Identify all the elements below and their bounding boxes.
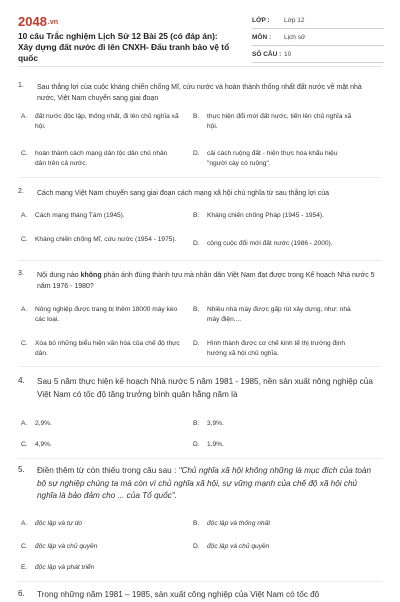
meta-table — [252, 12, 384, 63]
option-text: Kháng chiến chống Pháp (1945 - 1954). — [207, 212, 324, 219]
option-letter: B. — [193, 113, 200, 120]
stem-quote: "Chủ nghĩa xã hội không những là mục đích của toàn bộ sự nghiệp chúng ta mà còn vì chủ nghĩa xã hội, sự vững mạnh của chế độ xã hội chủ nghĩa là bảo đảm cho ... của Tổ quốc". — [37, 466, 372, 500]
stem-part: Điền thêm từ còn thiếu trong câu sau : — [37, 466, 179, 475]
question-divider — [18, 581, 382, 582]
question-number: 6. — [18, 589, 25, 598]
option-text: Cách mạng tháng Tám (1945). — [35, 212, 125, 219]
question-number: 5. — [18, 465, 25, 474]
option-text: 3,9%. — [207, 420, 224, 427]
meta-value: Lịch sử — [284, 34, 306, 41]
option-letter: C. — [21, 150, 28, 157]
meta-value: 10 — [284, 51, 292, 58]
option-text: Nhiều nhà máy được gấp rút xây dựng, như: nhà máy điện.... — [207, 306, 351, 323]
option-text: Nông nghiệp được trang bị thêm 18000 máy kéo các loại. — [35, 306, 178, 323]
question-number: 2. — [18, 188, 24, 195]
question-stem: Cách mạng Việt Nam chuyển sang giai đoạn cách mạng xã hội chủ nghĩa từ sau thắng lợi của — [37, 190, 330, 197]
option-letter: B. — [193, 420, 200, 427]
logo-suffix: .vn — [47, 19, 59, 27]
option-letter: E. — [21, 564, 28, 571]
option-letter: D. — [193, 240, 200, 247]
meta-key: MÔN : — [252, 34, 272, 41]
header-divider — [18, 66, 382, 67]
option-letter: C. — [21, 236, 28, 243]
meta-row-count — [252, 46, 384, 63]
question-stem: Sau 5 năm thực hiện kế hoạch Nhà nước 5 năm 1981 - 1985, nền sản xuất nông nghiệp của Việt Nam có tốc độ tăng trưởng bình quân hằng năm là — [37, 377, 373, 399]
stem-part: Nội dung nào — [37, 272, 81, 279]
option-letter: A. — [21, 113, 28, 120]
option-text: độc lập và tự do — [35, 520, 83, 527]
site-logo[interactable] — [18, 14, 58, 29]
option-text: độc lập và chủ quyền — [207, 543, 270, 550]
option-letter: C. — [21, 441, 28, 448]
question-divider — [18, 458, 382, 459]
meta-key: SỐ CÂU : — [252, 51, 282, 58]
option-letter: D. — [193, 543, 200, 550]
option-letter: D. — [193, 441, 200, 448]
option-text: Hình thành được cơ chế kinh tế thị trường định hướng xã hội chủ nghĩa. — [207, 340, 345, 357]
option-letter: C. — [21, 543, 28, 550]
option-text: thực hiện đổi mới đất nước, tiến lên chủ nghĩa xã hội. — [207, 113, 352, 130]
stem-part: phản ánh đúng thành tựu mà nhân dân Việt Nam đạt được trong Kế hoạch Nhà nước 5 năm 1976 - 1980? — [37, 272, 375, 290]
question-divider — [18, 260, 382, 261]
option-text: 4,9%. — [35, 441, 52, 448]
option-text: cải cách ruộng đất - hiện thực hóa khẩu hiệu "người cày có ruộng". — [207, 150, 338, 167]
option-text: đất nước độc lập, thống nhất, đi lên chủ nghĩa xã hội. — [35, 113, 179, 130]
meta-row-subject — [252, 29, 384, 46]
question-number: 1. — [18, 82, 24, 89]
option-letter: A. — [21, 306, 28, 313]
document-title: 10 câu Trắc nghiệm Lịch Sử 12 Bài 25 (có đáp án): Xây dựng đất nước đi lên CNXH- Đấu tranh bảo vệ tổ quốc — [18, 31, 230, 63]
option-letter: B. — [193, 212, 200, 219]
option-letter: C. — [21, 340, 28, 347]
question-number: 4. — [18, 376, 25, 385]
question-stem: Trong những năm 1981 – 1985, sản xuất công nghiệp của Việt Nam có tốc độ — [37, 590, 320, 599]
meta-key: LỚP : — [252, 17, 270, 24]
question-stem: Sau thắng lợi của cuộc kháng chiến chống Mĩ, cứu nước và hoàn thành thống nhất đất nước về mặt nhà nước, Việt Nam chuyển sang giai đoạn — [37, 84, 362, 102]
option-letter: A. — [21, 212, 28, 219]
meta-row-class — [252, 12, 384, 29]
option-letter: A. — [21, 420, 28, 427]
logo-text: 2048 — [18, 14, 47, 29]
question-divider — [18, 366, 382, 367]
question-stem — [37, 465, 377, 503]
meta-value: Lớp 12 — [284, 17, 305, 24]
option-letter: B. — [193, 520, 200, 527]
option-text: công cuộc đổi mới đất nước (1986 - 2000). — [207, 240, 333, 247]
option-text: độc lập và thống nhất — [207, 520, 271, 527]
option-letter: D. — [193, 150, 200, 157]
option-letter: D. — [193, 340, 200, 347]
question-divider — [18, 177, 382, 178]
page-header — [0, 0, 400, 62]
option-text: Kháng chiến chống Mĩ, cứu nước (1954 - 1975). — [35, 236, 177, 243]
option-text: độc lập và phát triển — [35, 564, 95, 571]
option-text: độc lập và chủ quyền — [35, 543, 98, 550]
option-text: 1,9%. — [207, 441, 224, 448]
stem-emphasis: không — [80, 272, 102, 279]
option-letter: A. — [21, 520, 28, 527]
option-text: Xóa bỏ những biểu hiện văn hóa của chế độ thực dân. — [35, 340, 180, 357]
question-stem — [37, 270, 377, 292]
option-text: 2,9%. — [35, 420, 52, 427]
option-text: hoàn thành cách mạng dân tộc dân chủ nhân dân trên cả nước. — [35, 150, 168, 167]
option-letter: B. — [193, 306, 200, 313]
question-number: 3. — [18, 270, 24, 277]
